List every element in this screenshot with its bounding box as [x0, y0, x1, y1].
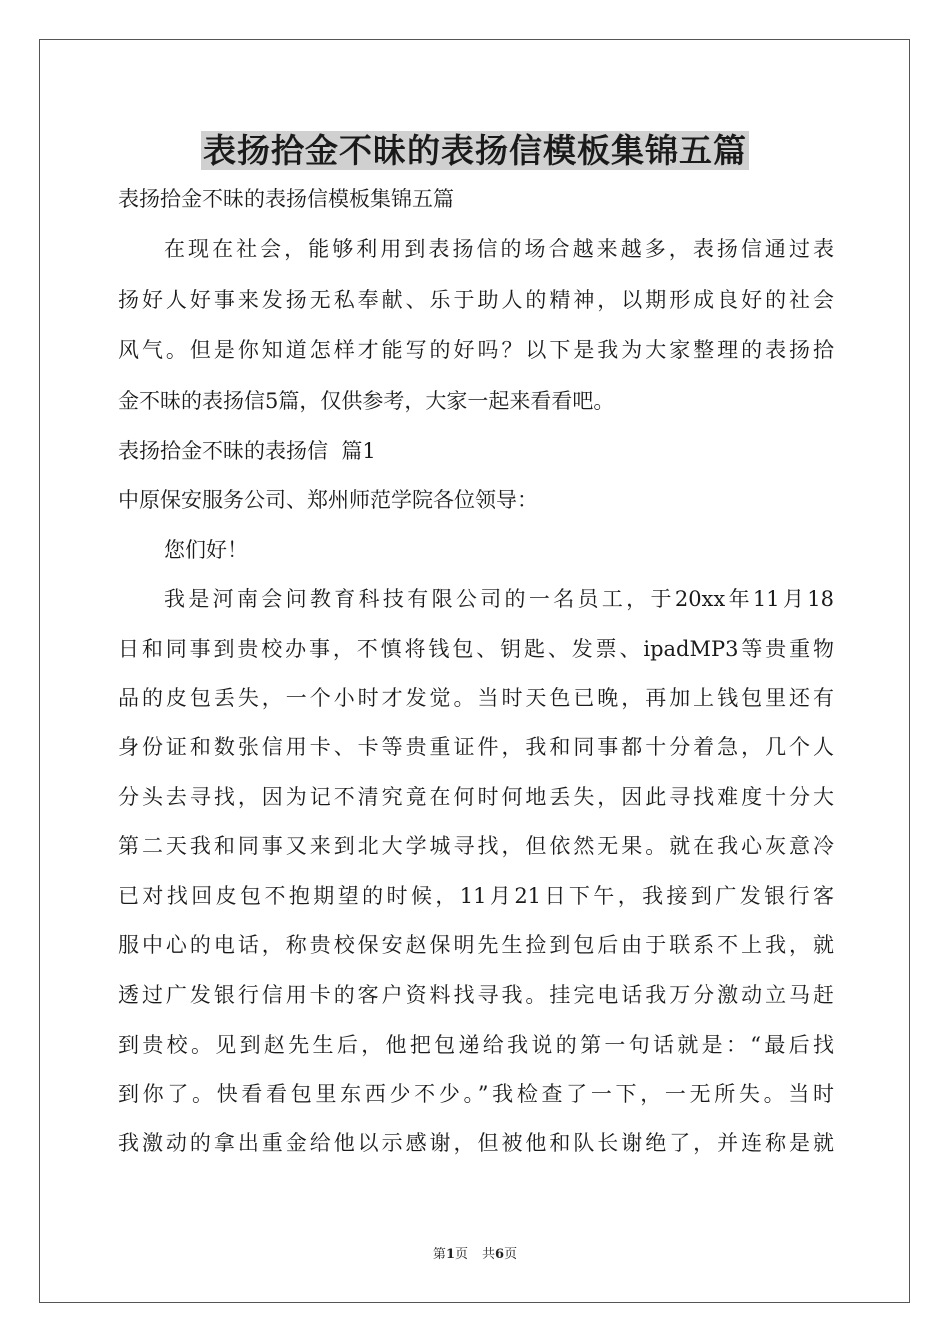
- body-line: 我激动的拿出重金给他以示感谢，但被他和队长谢绝了，并连称是就: [118, 1131, 834, 1155]
- page-suffix: 页: [454, 1247, 468, 1262]
- page-footer: [0, 1246, 950, 1264]
- intro-line: 在现在社会，能够利用到表扬信的场合越来越多，表扬信通过表: [164, 237, 834, 261]
- document-title-text: 表扬拾金不昧的表扬信模板集锦五篇: [203, 131, 747, 170]
- document-subtitle: 表扬拾金不昧的表扬信模板集锦五篇: [118, 187, 454, 211]
- section-heading: 表扬拾金不昧的表扬信 篇1: [118, 439, 376, 463]
- salutation: 中原保安服务公司、郑州师范学院各位领导：: [118, 488, 538, 512]
- intro-line: 风气。但是你知道怎样才能写的好吗？以下是我为大家整理的表扬拾: [118, 338, 834, 362]
- body-line: 到贵校。见到赵先生后，他把包递给我说的第一句话就是：“最后找: [118, 1033, 834, 1057]
- body-line: 我是河南会问教育科技有限公司的一名员工，于20xx年11月18: [164, 587, 834, 611]
- body-line: 日和同事到贵校办事，不慎将钱包、钥匙、发票、ipadMP3等贵重物: [118, 637, 834, 661]
- body-line: 第二天我和同事又来到北大学城寻找，但依然无果。就在我心灰意冷: [118, 834, 834, 858]
- body-line: 服中心的电话，称贵校保安赵保明先生捡到包后由于联系不上我，就: [118, 933, 834, 957]
- body-line: 透过广发银行信用卡的客户资料找寻我。挂完电话我万分激动立马赶: [118, 983, 834, 1007]
- page-prefix: 第: [432, 1247, 446, 1262]
- total-suffix: 页: [504, 1247, 518, 1262]
- body-line: 到你了。快看看包里东西少不少。”我检查了一下，一无所失。当时: [118, 1082, 834, 1106]
- greeting: 您们好！: [164, 538, 248, 562]
- total-page-count: 6: [495, 1247, 505, 1262]
- body-line: 身份证和数张信用卡、卡等贵重证件，我和同事都十分着急，几个人: [118, 735, 834, 759]
- current-page-number: 1: [445, 1247, 455, 1262]
- body-line: 分头去寻找，因为记不清究竟在何时何地丢失，因此寻找难度十分大: [118, 785, 834, 809]
- document-title: [0, 125, 950, 177]
- intro-line: 扬好人好事来发扬无私奉献、乐于助人的精神，以期形成良好的社会: [118, 288, 834, 312]
- intro-line: 金不昧的表扬信5篇，仅供参考，大家一起来看看吧。: [118, 389, 615, 413]
- body-line: 已对找回皮包不抱期望的时候，11月21日下午，我接到广发银行客: [118, 884, 834, 908]
- body-line: 品的皮包丢失，一个小时才发觉。当时天色已晚，再加上钱包里还有: [118, 686, 834, 710]
- page-border: [39, 39, 910, 1303]
- total-prefix: 共: [482, 1247, 496, 1262]
